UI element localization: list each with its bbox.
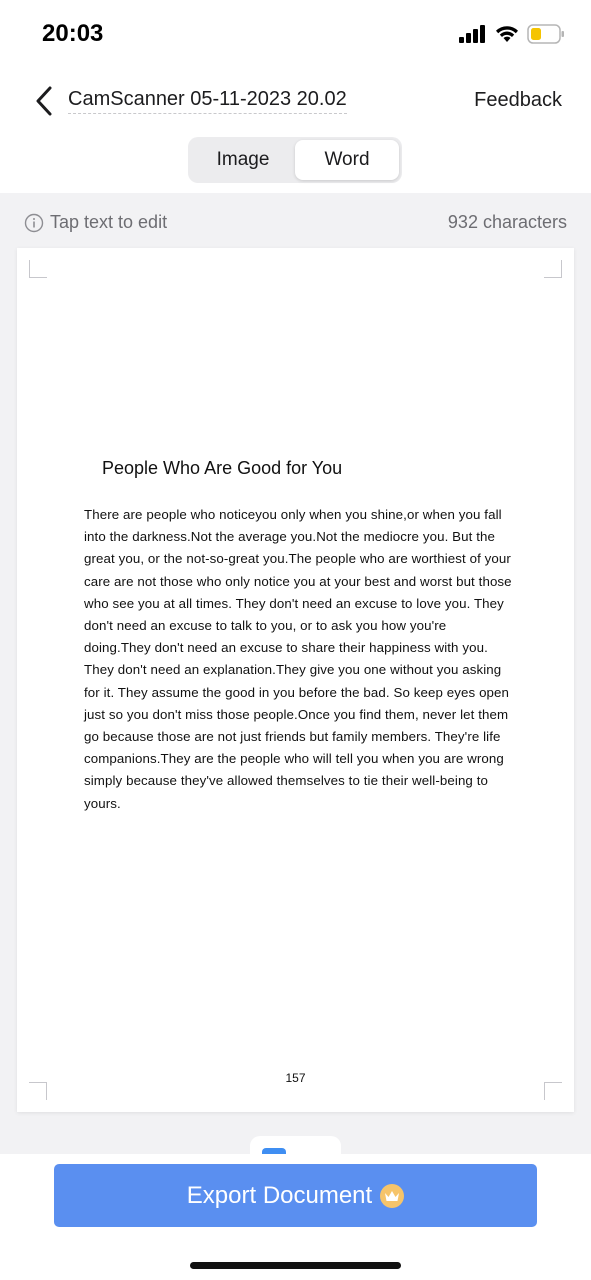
back-icon[interactable] [30,84,58,118]
navigation-bar [0,70,591,130]
info-icon [24,213,44,233]
bottom-bar [0,1154,591,1280]
signal-icon [459,25,487,43]
document-title[interactable]: CamScanner 05-11-2023 20.02 [68,88,347,114]
document-heading[interactable]: People Who Are Good for You [102,458,343,478]
crown-icon [380,1184,404,1208]
document-page[interactable] [17,248,574,1112]
edit-hint [24,212,167,233]
view-mode-toggle [188,137,402,183]
status-bar [0,0,591,70]
page-number: 157 [285,1071,306,1085]
edit-hint-text: Tap text to edit [50,212,168,232]
home-indicator [190,1262,401,1269]
battery-icon [527,24,565,44]
export-document-label: Export Document [186,1181,373,1209]
character-count: 932 characters [447,212,567,232]
status-icons [459,24,565,44]
crop-corner-top-left [29,260,47,278]
status-time: 20:03 [42,20,104,47]
crop-corner-top-right [544,260,562,278]
export-document-button[interactable] [54,1164,537,1227]
document-body-text[interactable]: There are people who noticeyou only when you shine,or when you fall into the darkness.Not the average you.Not the mediocre you. But the great you, or the not-so-great you.The people who are worthiest of your care are not those who only notice you at your best and worst but those who see you at all times. They don't need an excuse to love you. They don't need an excuse to talk to you, or to ask you how you're doing.They don't need an excuse to share their happiness with you. They don't need an explanation.They give you one without you asking for it. They assume the good in you before the bad. So keep eyes open just so you don't miss those people.Once you find them, never let them go because those are not just friends but family members. They're life companions.They are the people who will tell you when you are wrong simply because they've allowed themselves to tie their well-being to yours. [84,507,512,811]
wifi-icon [495,25,519,43]
tab-word[interactable]: Word [295,140,399,180]
feedback-button[interactable]: Feedback [474,89,562,111]
tab-image[interactable]: Image [216,149,270,170]
